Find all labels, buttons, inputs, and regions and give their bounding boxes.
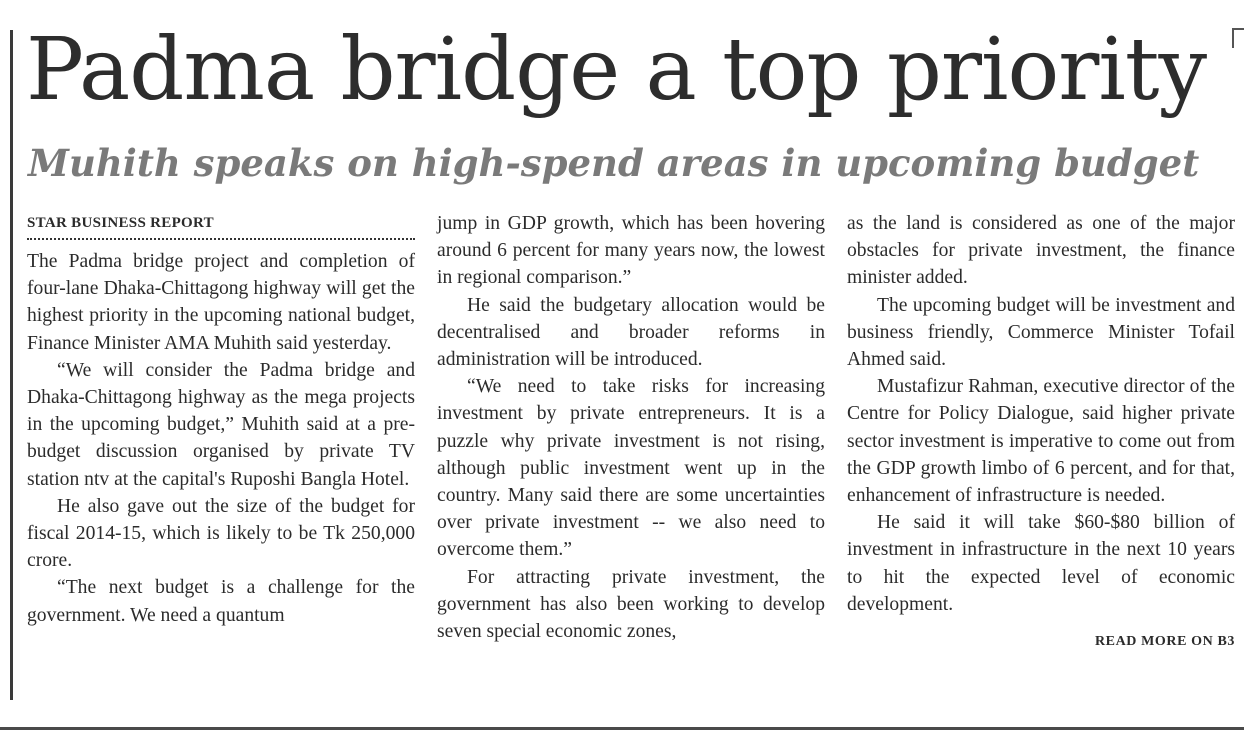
- article-column-2: [437, 210, 825, 645]
- paragraph: “We need to take risks for increasing investment by private entrepreneurs. It is a puzzle why private investment is not rising, although public investment went up in the country. Many said there are some uncertainties over private investment -- we also need to overcome them.”: [437, 376, 825, 561]
- paragraph: He said it will take $60-$80 billion of investment in infrastructure in the next 10 years to hit the expected level of economic development.: [847, 512, 1235, 615]
- subheadline: Muhith speaks on high-spend areas in upcoming budget: [28, 141, 1200, 185]
- byline-divider: [27, 238, 415, 240]
- paragraph: as the land is considered as one of the major obstacles for private investment, the finance minister added.: [847, 213, 1235, 289]
- corner-rule: [1232, 28, 1244, 48]
- paragraph: The upcoming budget will be investment and business friendly, Commerce Minister Tofail Ahmed said.: [847, 294, 1235, 371]
- paragraph: He also gave out the size of the budget for fiscal 2014-15, which is likely to be Tk 250,000 crore.: [27, 495, 415, 572]
- bottom-rule: [0, 727, 1244, 730]
- paragraph: For attracting private investment, the government has also been working to develop seven special economic zones,: [437, 566, 825, 643]
- article-column-3: [847, 210, 1235, 655]
- paragraph: “We will consider the Padma bridge and Dhaka-Chittagong highway as the mega projects in the upcoming budget,” Muhith said at a pre-budget discussion organised by private TV station ntv at the capital's Ruposhi Bangla Hotel.: [27, 359, 415, 490]
- left-column-rule: [10, 30, 13, 700]
- headline: Padma bridge a top priority: [26, 20, 1207, 120]
- byline: STAR BUSINESS REPORT: [27, 215, 214, 231]
- paragraph: jump in GDP growth, which has been hovering around 6 percent for many years now, the lowest in regional comparison.”: [437, 213, 825, 289]
- article-column-1: [27, 210, 415, 629]
- paragraph: He said the budgetary allocation would be decentralised and broader reforms in administration will be introduced.: [437, 294, 825, 371]
- paragraph: Mustafizur Rahman, executive director of the Centre for Policy Dialogue, said higher private sector investment is imperative to come out from the GDP growth limbo of 6 percent, and for that, enhancement of infrastructure is needed.: [847, 376, 1235, 507]
- paragraph: “The next budget is a challenge for the government. We need a quantum: [27, 577, 415, 626]
- paragraph: The Padma bridge project and completion of four-lane Dhaka-Chittagong highway will get the highest priority in the upcoming national budget, Finance Minister AMA Muhith said yesterday.: [27, 251, 415, 354]
- read-more-link[interactable]: READ MORE ON B3: [1094, 634, 1235, 650]
